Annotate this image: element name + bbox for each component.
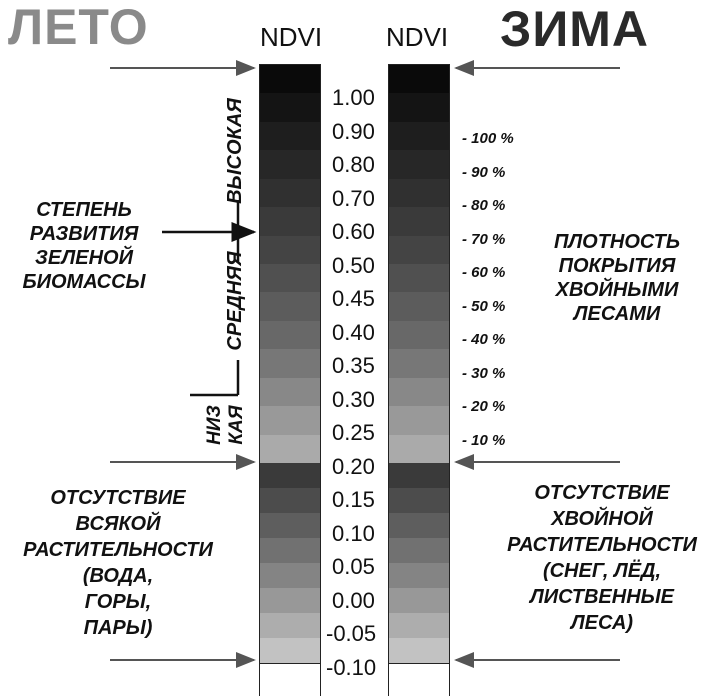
percent-tick-label: - 40 % <box>462 331 506 348</box>
percent-tick-label: - 80 % <box>462 197 506 214</box>
level-medium: СРЕДНЯЯ <box>224 251 246 351</box>
percent-tick-label: - 90 % <box>462 163 506 181</box>
ndvi-tick-label: 1.00 <box>332 85 375 110</box>
biomass-line: СТЕПЕНЬ <box>36 199 132 221</box>
level-low-2: КАЯ <box>226 405 247 445</box>
biomass-line: ЗЕЛЕНОЙ <box>35 247 133 269</box>
ndvi-header-winter: NDVI <box>386 22 449 52</box>
winter-title: ЗИМА <box>500 1 650 57</box>
no-conifer-line: ОТСУТСТВИЕ <box>534 482 670 504</box>
biomass-line: БИОМАССЫ <box>22 271 146 293</box>
no-conifer-line: ЛЕСА) <box>570 612 634 634</box>
no-conifer-line: ЛИСТВЕННЫЕ <box>529 586 675 608</box>
biomass-line: РАЗВИТИЯ <box>29 223 139 245</box>
no-conifer-line: ХВОЙНОЙ <box>551 508 653 530</box>
percent-tick-label: - 20 % <box>462 398 506 415</box>
level-low-1: НИЗ <box>204 405 225 445</box>
ndvi-tick-label: 0.45 <box>332 286 375 311</box>
no-conifer-line: РАСТИТЕЛЬНОСТИ <box>507 534 697 556</box>
percent-tick-label: - 60 % <box>462 264 506 281</box>
no-vegetation-line: ПАРЫ) <box>83 617 153 639</box>
percent-tick-label: - 50 % <box>462 297 506 315</box>
ndvi-tick-label: 0.20 <box>332 453 375 479</box>
ndvi-tick-label: 0.70 <box>332 185 375 211</box>
percent-tick-label: - 10 % <box>462 431 506 449</box>
density-line: ХВОЙНЫМИ <box>555 279 679 301</box>
summer-title: ЛЕТО <box>8 0 149 55</box>
no-vegetation-line: ВСЯКОЙ <box>75 513 161 535</box>
ndvi-tick-label: 0.10 <box>332 520 375 546</box>
no-vegetation-line: ОТСУТСТВИЕ <box>50 487 186 509</box>
ndvi-tick-label: 0.15 <box>332 487 375 512</box>
ndvi-tick-label: 0.30 <box>332 386 375 412</box>
ndvi-tick-label: 0.25 <box>332 420 375 445</box>
density-line: ЛЕСАМИ <box>573 303 661 325</box>
ndvi-tick-label: 0.50 <box>332 252 375 278</box>
ndvi-tick-label: 0.00 <box>332 587 375 613</box>
ndvi-tick-label: 0.40 <box>332 319 375 345</box>
ndvi-tick-label: 0.60 <box>332 219 375 244</box>
no-vegetation-line: РАСТИТЕЛЬНОСТИ <box>23 539 213 561</box>
ndvi-tick-label: 0.35 <box>332 353 375 378</box>
ndvi-tick-label: -0.10 <box>326 654 377 680</box>
percent-tick-label: - 70 % <box>462 230 506 248</box>
ndvi-tick-label: 0.80 <box>332 152 375 177</box>
no-vegetation-line: (ВОДА, <box>82 565 154 587</box>
no-vegetation-line: ГОРЫ, <box>84 591 152 613</box>
level-high: ВЫСОКАЯ <box>224 98 246 204</box>
percent-tick-label: - 100 % <box>462 130 514 147</box>
no-conifer-line: (СНЕГ, ЛЁД, <box>542 560 662 582</box>
ndvi-header-summer: NDVI <box>260 22 323 52</box>
ndvi-tick-label: 0.90 <box>332 118 375 144</box>
density-line: ПОКРЫТИЯ <box>558 255 676 277</box>
percent-tick-label: - 30 % <box>462 364 506 382</box>
ndvi-tick-label: -0.05 <box>326 621 377 646</box>
density-line: ПЛОТНОСТЬ <box>554 231 680 253</box>
ndvi-tick-label: 0.05 <box>332 554 375 579</box>
